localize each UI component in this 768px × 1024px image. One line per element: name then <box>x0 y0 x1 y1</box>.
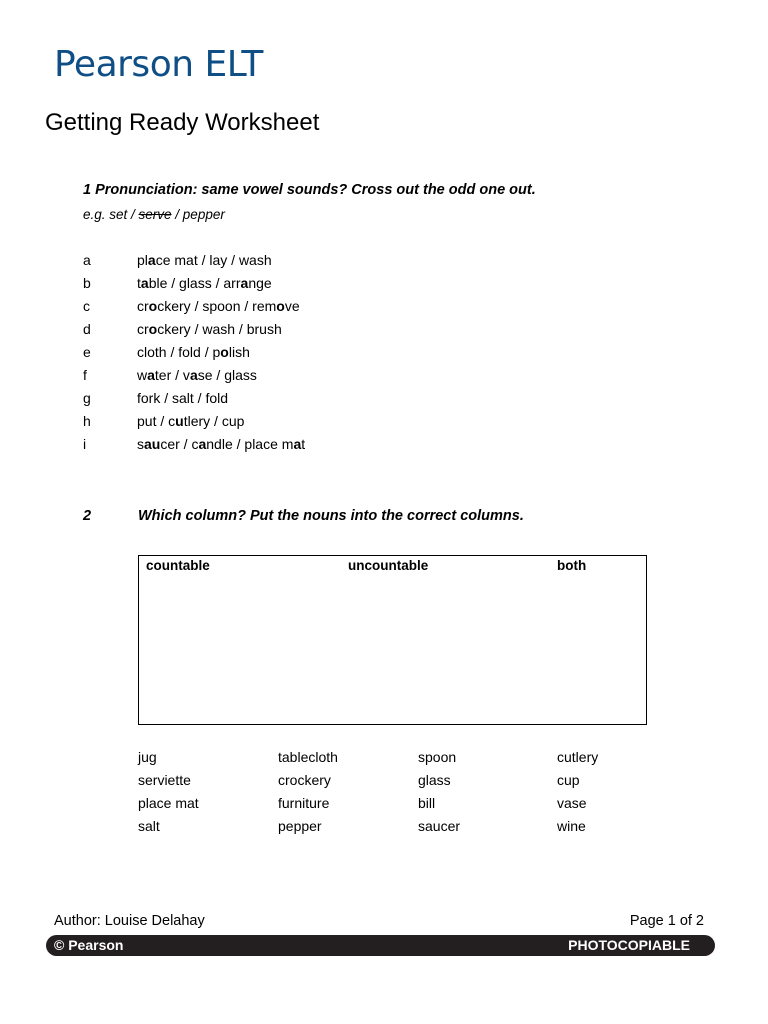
column-header-countable: countable <box>146 558 210 573</box>
word-text: s <box>137 436 144 452</box>
footer-bar <box>46 935 715 956</box>
example-crossed-word: serve <box>138 207 172 222</box>
exercise-1-instruction: 1 Pronunciation: same vowel sounds? Cross out the odd one out. <box>83 182 536 198</box>
item-words <box>137 321 282 337</box>
item-letter: h <box>83 413 91 429</box>
noun-word: place mat <box>138 795 199 811</box>
word-text: cr <box>137 321 149 337</box>
item-words <box>137 367 257 383</box>
highlighted-vowel: a <box>198 436 207 452</box>
item-words <box>137 390 228 406</box>
noun-word: furniture <box>278 795 330 811</box>
noun-word: tablecloth <box>278 749 338 765</box>
item-words <box>137 344 250 360</box>
noun-word: crockery <box>278 772 331 788</box>
noun-word: pepper <box>278 818 322 834</box>
noun-word: bill <box>418 795 436 811</box>
word-text: ce mat / lay / wash <box>155 252 272 268</box>
word-text: ter / v <box>154 367 190 383</box>
item-words <box>137 275 272 291</box>
noun-word: glass <box>418 772 451 788</box>
item-letter: f <box>83 367 87 383</box>
highlighted-vowel: a <box>147 367 155 383</box>
item-letter: i <box>83 436 87 452</box>
word-text: w <box>137 367 148 383</box>
highlighted-vowel: a <box>140 275 149 291</box>
word-text: cr <box>137 298 149 314</box>
example-suffix: / pepper <box>171 207 225 222</box>
highlighted-vowel: u <box>175 413 184 429</box>
word-text: t <box>301 436 306 452</box>
item-words <box>137 298 300 314</box>
highlighted-vowel: a <box>240 275 249 291</box>
word-text: ckery / wash / brush <box>157 321 282 337</box>
item-letter: b <box>83 275 91 291</box>
word-text: put / c <box>137 413 176 429</box>
word-text: fork / salt / fold <box>137 390 229 406</box>
word-text: ndle / place m <box>206 436 294 452</box>
item-words <box>137 252 272 268</box>
noun-word: wine <box>557 818 586 834</box>
word-text: ve <box>284 298 300 314</box>
word-text: cloth / fold / p <box>137 344 221 360</box>
sorting-table <box>138 555 647 725</box>
column-header-uncountable: uncountable <box>348 558 429 573</box>
highlighted-vowel: o <box>276 298 285 314</box>
item-letter: d <box>83 321 91 337</box>
noun-word: serviette <box>138 772 191 788</box>
word-text: pl <box>137 252 148 268</box>
noun-word: spoon <box>418 749 457 765</box>
word-text: cer / c <box>160 436 199 452</box>
item-words <box>137 413 244 429</box>
column-header-both: both <box>557 558 587 573</box>
author-credit: Author: Louise Delahay <box>54 913 205 929</box>
word-text: nge <box>248 275 272 291</box>
highlighted-vowel: o <box>148 321 158 337</box>
page-number: Page 1 of 2 <box>629 913 704 929</box>
publisher-logo: Pearson ELT <box>54 44 263 85</box>
item-letter: g <box>83 390 91 406</box>
word-text: ckery / spoon / rem <box>157 298 277 314</box>
noun-word: saucer <box>418 818 461 834</box>
noun-word: salt <box>138 818 160 834</box>
highlighted-vowel: a <box>293 436 302 452</box>
copyright-label: © Pearson <box>54 937 124 953</box>
word-text: t <box>137 275 141 291</box>
photocopiable-label: PHOTOCOPIABLE <box>568 937 690 953</box>
highlighted-vowel: o <box>220 344 229 360</box>
exercise-1-example <box>83 207 225 222</box>
word-text: tlery / cup <box>183 413 245 429</box>
item-letter: e <box>83 344 91 360</box>
exercise-2-instruction: Which column? Put the nouns into the correct columns. <box>138 508 524 524</box>
noun-word: jug <box>138 749 157 765</box>
highlighted-vowel: au <box>144 436 161 452</box>
word-text: se / glass <box>197 367 257 383</box>
noun-word: cup <box>557 772 580 788</box>
page-title: Getting Ready Worksheet <box>45 109 320 136</box>
item-words <box>137 436 305 452</box>
exercise-2-number: 2 <box>83 508 92 524</box>
item-letter: c <box>83 298 90 314</box>
highlighted-vowel: o <box>148 298 158 314</box>
highlighted-vowel: a <box>189 367 198 383</box>
highlighted-vowel: a <box>147 252 156 268</box>
example-prefix: e.g. set / <box>83 207 139 222</box>
item-letter: a <box>83 252 91 268</box>
word-text: lish <box>228 344 250 360</box>
noun-word: vase <box>557 795 587 811</box>
word-text: ble / glass / arr <box>148 275 241 291</box>
noun-word: cutlery <box>557 749 599 765</box>
